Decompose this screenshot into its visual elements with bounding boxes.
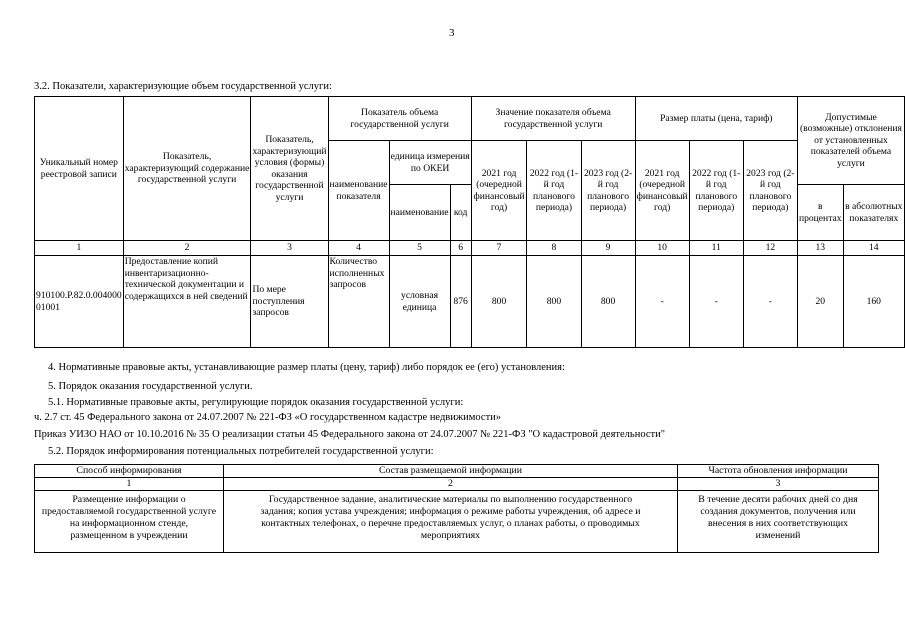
header-deviation-percent: в процентах <box>797 185 843 241</box>
header-fee-2021: 2021 год (очередной финансовый год) <box>635 141 689 241</box>
column-number: 5 <box>389 241 450 256</box>
section-3-2-title: 3.2. Показатели, характеризующие объем государственной услуги: <box>34 81 332 92</box>
header-volume-indicator: Показатель объема государственной услуги <box>328 97 471 141</box>
deviation-absolute: 160 <box>843 256 904 348</box>
column-number: 11 <box>689 241 743 256</box>
column-numbers-row <box>35 241 905 256</box>
section-4-title: 4. Нормативные правовые акты, устанавливающие размер платы (цену, тариф) либо порядок ее (его) установления: <box>48 362 565 373</box>
column-number: 1 <box>35 478 224 491</box>
service-content: Предоставление копий инвентаризационно-технической документации и содержащихся в ней сведений <box>123 256 251 348</box>
fee-2022: - <box>689 256 743 348</box>
header-fee-2022: 2022 год (1-й год планового периода) <box>689 141 743 241</box>
column-number: 12 <box>743 241 797 256</box>
column-number: 3 <box>251 241 328 256</box>
header-value-2021: 2021 год (очередной финансовый год) <box>471 141 527 241</box>
column-number: 6 <box>450 241 471 256</box>
law-reference-1: ч. 2.7 ст. 45 Федерального закона от 24.07.2007 № 221-ФЗ «О государственном кадастре недвижимости» <box>34 412 502 423</box>
header-information-content: Состав размещаемой информации <box>224 465 678 478</box>
column-number: 7 <box>471 241 527 256</box>
column-number: 13 <box>797 241 843 256</box>
indicator-name: Количество исполненных запросов <box>328 256 389 348</box>
value-2023: 800 <box>581 256 635 348</box>
header-unit-name: наименование <box>389 185 450 241</box>
section-5-2-title: 5.2. Порядок информирования потенциальных потребителей государственной услуги: <box>48 446 434 457</box>
law-reference-2: Приказ УИЗО НАО от 10.10.2016 № 35 О реализации статьи 45 Федерального закона от 24.07.2007 № 221-ФЗ "О кадастровой деятельности" <box>34 429 665 440</box>
fee-2023: - <box>743 256 797 348</box>
header-deviation-absolute: в абсолютных показателях <box>843 185 904 241</box>
column-number: 10 <box>635 241 689 256</box>
page-number: 3 <box>449 27 455 39</box>
column-number: 3 <box>678 478 879 491</box>
informing-procedure-table <box>34 464 879 553</box>
header-value-2023: 2023 год (2-й год планового периода) <box>581 141 635 241</box>
column-number: 1 <box>35 241 124 256</box>
column-number: 4 <box>328 241 389 256</box>
header-service-conditions: Показатель, характеризующий условия (формы) оказания государственной услуги <box>251 97 328 241</box>
value-2022: 800 <box>527 256 581 348</box>
header-volume-value: Значение показателя объема государственной услуги <box>471 97 635 141</box>
deviation-percent: 20 <box>797 256 843 348</box>
header-unit-code: код <box>450 185 471 241</box>
header-update-frequency: Частота обновления информации <box>678 465 879 478</box>
header-fee-2023: 2023 год (2-й год планового периода) <box>743 141 797 241</box>
column-number: 14 <box>843 241 904 256</box>
service-conditions: По мере поступления запросов <box>251 256 328 348</box>
section-5-1-title: 5.1. Нормативные правовые акты, регулирующие порядок оказания государственной услуги: <box>48 397 464 408</box>
table-row <box>35 491 879 553</box>
table-row <box>35 256 905 348</box>
unit-name: условная единица <box>389 256 450 348</box>
unit-code: 876 <box>450 256 471 348</box>
header-unit: единица измерения по ОКЕИ <box>389 141 471 185</box>
header-registry-number: Уникальный номер реестровой записи <box>35 97 124 241</box>
informing-method: Размещение информации о предоставляемой государственной услуге на информационном стенде, размещенном в учреждении <box>35 491 224 553</box>
column-number: 2 <box>123 241 251 256</box>
information-content: Государственное задание, аналитические материалы по выполнению государственного задания; копия устава учреждения; информация о режиме работы учреждения, об адресе и контактных телефонах, о перечне предоставляемых услуг, о планах работы, о проводимых мероприятиях <box>224 491 678 553</box>
column-number: 8 <box>527 241 581 256</box>
header-deviation: Допустимые (возможные) отклонения от установленных показателей объема услуги <box>797 97 904 185</box>
column-number: 9 <box>581 241 635 256</box>
header-indicator-name: наименование показателя <box>328 141 389 241</box>
column-numbers-row <box>35 478 879 491</box>
header-value-2022: 2022 год (1-й год планового периода) <box>527 141 581 241</box>
volume-indicators-table <box>34 96 905 348</box>
update-frequency: В течение десяти рабочих дней со дня создания документов, получения или внесения в них соответствующих изменений <box>678 491 879 553</box>
section-5-title: 5. Порядок оказания государственной услуги. <box>48 381 253 392</box>
value-2021: 800 <box>471 256 527 348</box>
header-informing-method: Способ информирования <box>35 465 224 478</box>
registry-number: 910100.Р.82.0.004000 01001 <box>35 256 124 348</box>
column-number: 2 <box>224 478 678 491</box>
fee-2021: - <box>635 256 689 348</box>
header-fee: Размер платы (цена, тариф) <box>635 97 797 141</box>
header-service-content: Показатель, характеризующий содержание государственной услуги <box>123 97 251 241</box>
